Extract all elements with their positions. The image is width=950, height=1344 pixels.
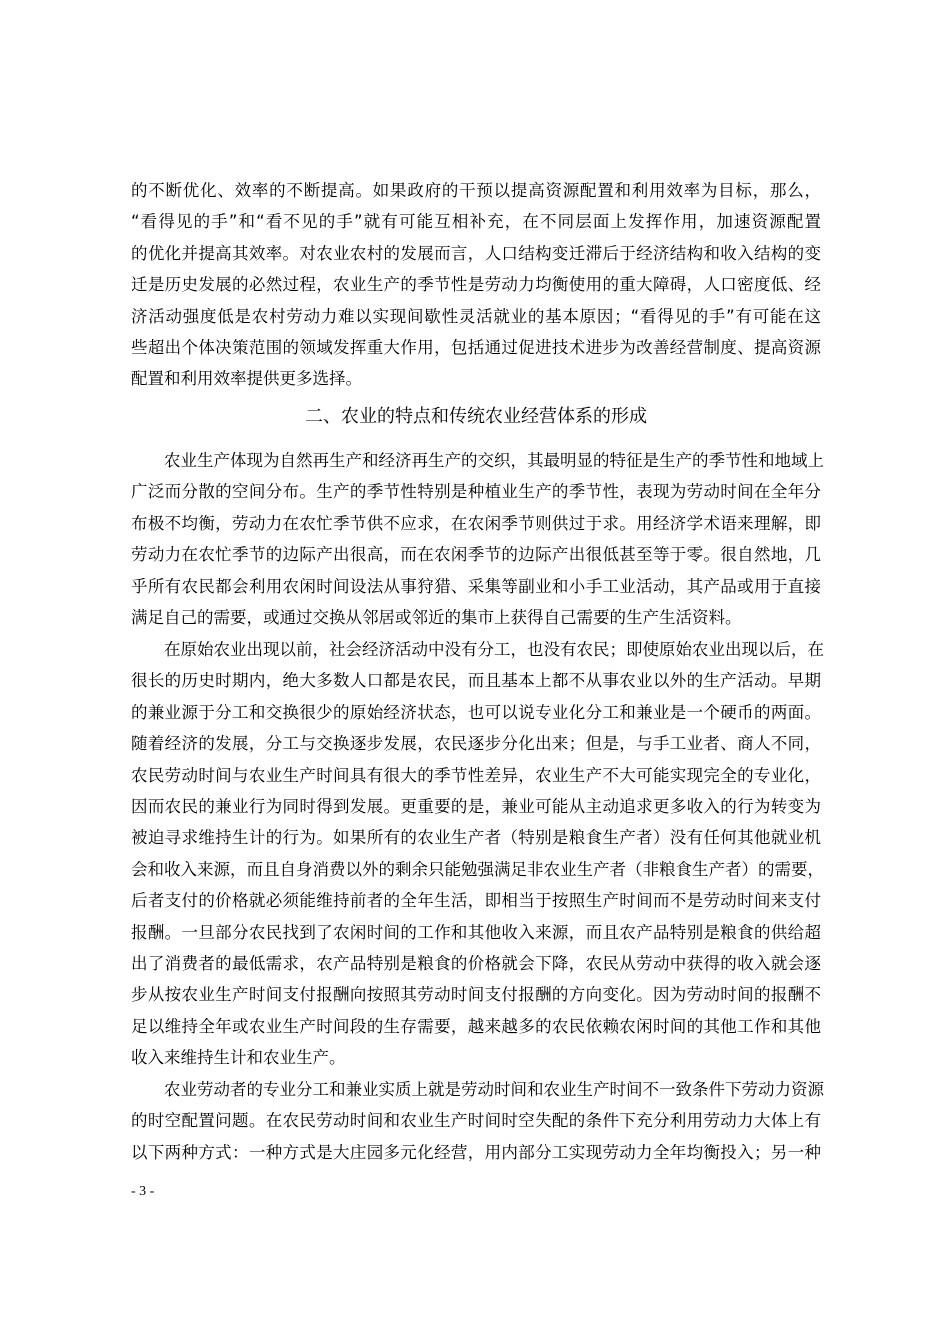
text-line: 的时空配置问题。在农民劳动时间和农业生产时间时空失配的条件下充分利用劳动力大体上有 [131,1111,821,1131]
text-line: 收入来维持生计和农业生产。 [131,1048,346,1068]
text-line: 后者支付的价格就必须能维持前者的全年生活，即相当于按照生产时间而不是劳动时间来支付 [131,891,821,911]
text-line: 因而农民的兼业行为同时得到发展。更重要的是，兼业可能从主动追求更多收入的行为转变为 [131,796,821,816]
text-line: 满足自己的需要，或通过交换从邻居或邻近的集市上获得自己需要的生产生活资料。 [131,607,742,627]
text-line: 的不断优化、效率的不断提高。如果政府的干预以提高资源配置和利用效率为目标，那么， [131,181,821,200]
text-line: 的兼业源于分工和交换很少的原始经济状态，也可以说专业化分工和兼业是一个硬币的两面。 [131,702,821,722]
page-number: - 3 - [131,1184,155,1199]
paragraph-seasonality [131,445,824,633]
text-line: 会和收入来源，而且自身消费以外的剩余只能勉强满足非农业生产者（非粮食生产者）的需要， [131,859,824,879]
text-line: 配置和利用效率提供更多选择。 [131,369,362,389]
text-line: 被迫寻求维持生计的行为。如果所有的农业生产者（特别是粮食生产者）没有任何其他就业机 [131,828,821,848]
text-line: 出了消费者的最低需求，农产品特别是粮食的价格就会下降，农民从劳动中获得的收入就会逐 [131,953,821,973]
text-line: 随着经济的发展，分工与交换逐步发展，农民逐步分化出来；但是，与手工业者、商人不同， [131,734,821,754]
text-line: 迁是历史发展的必然过程，农业生产的季节性是劳动力均衡使用的重大障碍，人口密度低、经 [131,275,821,295]
text-line: 济活动强度低是农村劳动力难以实现间歇性灵活就业的基本原因；“看得见的手”有可能在这 [131,306,821,326]
text-line: 以下两种方式：一种方式是大庄园多元化经营，用内部分工实现劳动力全年均衡投入；另一种 [131,1142,821,1162]
text-line: 的优化并提高其效率。对农业农村的发展而言，人口结构变迁滞后于经济结构和收入结构的变 [131,243,821,263]
paragraph-labor-allocation [131,1074,824,1168]
intro-paragraph [131,175,821,395]
text-line: 乎所有农民都会利用农闲时间设法从事狩猎、采集等副业和小手工业活动，其产品或用于直接 [131,576,821,596]
section-heading: 二、农业的特点和传统农业经营体系的形成 [305,406,647,427]
text-line: 农业劳动者的专业分工和兼业实质上就是劳动时间和农业生产时间不一致条件下劳动力资源 [164,1080,824,1099]
text-line: 足以维持全年或农业生产时间段的生存需要，越来越多的农民依赖农闲时间的其他工作和其他 [131,1016,821,1036]
text-line: 报酬。一旦部分农民找到了农闲时间的工作和其他收入来源，而且农产品特别是粮食的供给超 [131,922,821,942]
text-line: 农民劳动时间与农业生产时间具有很大的季节性差异，农业生产不大可能实现完全的专业化， [131,765,821,785]
text-line: 农业生产体现为自然再生产和经济再生产的交织，其最明显的特征是生产的季节性和地域上 [164,451,824,470]
text-line: “看得见的手”和“看不见的手”就有可能互相补充，在不同层面上发挥作用，加速资源配置 [131,212,821,232]
text-line: 步从按农业生产时间支付报酬向按照其劳动时间支付报酬的方向变化。因为劳动时间的报酬不 [131,985,821,1005]
text-line: 布极不均衡，劳动力在农忙季节供不应求，在农闲季节则供过于求。用经济学术语来理解，即 [131,513,821,533]
text-line: 劳动力在农忙季节的边际产出很高，而在农闲季节的边际产出很低甚至等于零。很自然地，几 [131,545,821,565]
text-line: 些超出个体决策范围的领域发挥重大作用，包括通过促进技术进步为改善经营制度、提高资源 [131,337,821,357]
text-line: 广泛而分散的空间分布。生产的季节性特别是种植业生产的季节性，表现为劳动时间在全年分 [131,482,821,502]
paragraph-part-time-farming [131,634,824,1073]
text-line: 很长的历史时期内，绝大多数人口都是农民，而且基本上都不从事农业以外的生产活动。早期 [131,671,821,691]
text-line: 在原始农业出现以前，社会经济活动中没有分工，也没有农民；即使原始农业出现以后，在 [164,640,824,659]
